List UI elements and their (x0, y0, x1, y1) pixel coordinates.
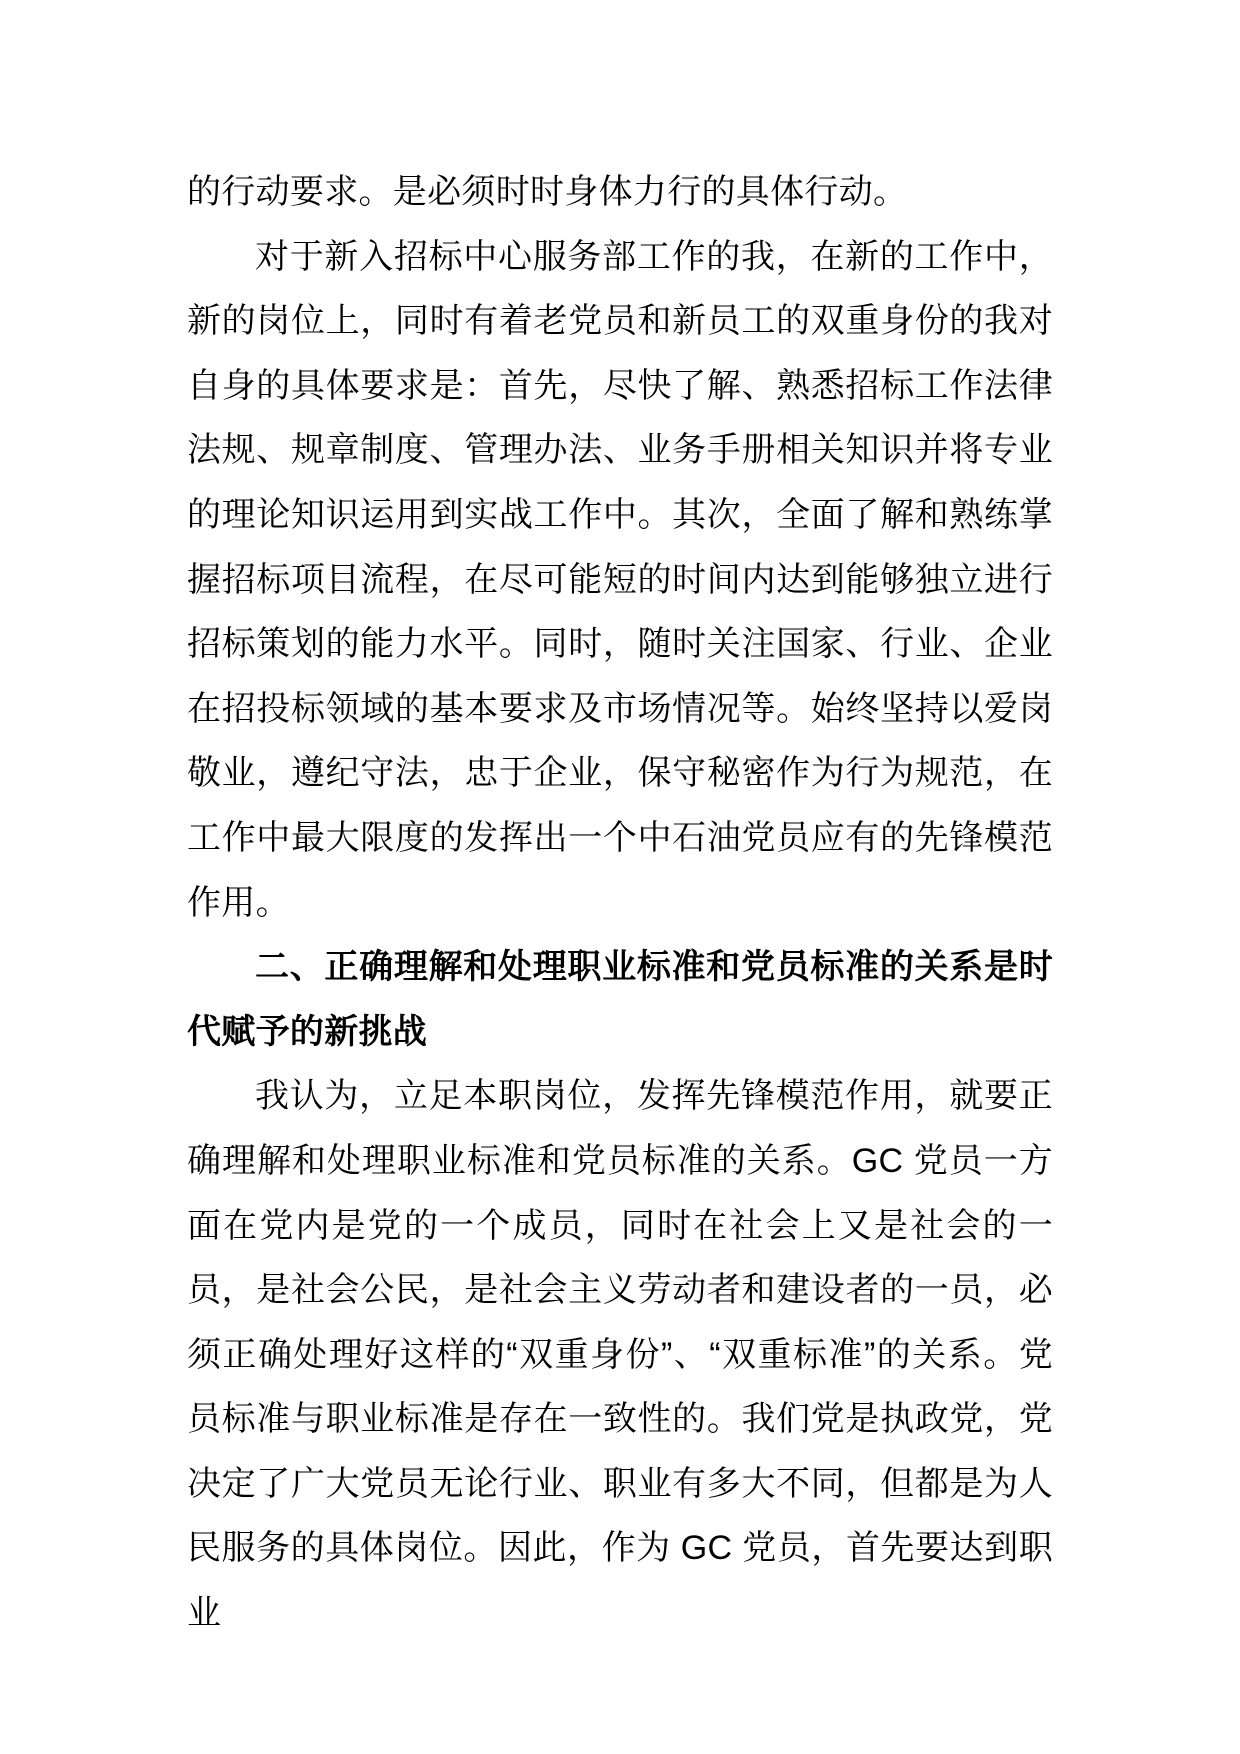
paragraph-self-requirements: 对于新入招标中心服务部工作的我，在新的工作中，新的岗位上，同时有着老党员和新员工的双重身份的我对自身的具体要求是：首先，尽快了解、熟悉招标工作法律法规、规章制度、管理办法、业务手册相关知识并将专业的理论知识运用到实战工作中。其次，全面了解和熟练掌握招标项目流程，在尽可能短的时间内达到能够独立进行招标策划的能力水平。同时，随时关注国家、行业、企业在招投标领域的基本要求及市场情况等。始终坚持以爱岗敬业，遵纪守法，忠于企业，保守秘密作为行为规范，在工作中最大限度的发挥出一个中石油党员应有的先锋模范作用。 (187, 237, 1053, 922)
paragraph-continuation: 的行动要求。是必须时时身体力行的具体行动。 (187, 173, 908, 211)
document-body (187, 160, 1053, 1646)
section-heading-two: 二、正确理解和处理职业标准和党员标准的关系是时代赋予的新挑战 (187, 948, 1053, 1051)
paragraph-dual-standards: 我认为，立足本职岗位，发挥先锋模范作用，就要正确理解和处理职业标准和党员标准的关系。GC 党员一方面在党内是党的一个成员，同时在社会上又是社会的一员，是社会公民，是社会主义劳动者和建设者的一员，必须正确处理好这样的“双重身份”、“双重标准”的关系。党员标准与职业标准是存在一致性的。我们党是执政党，党决定了广大党员无论行业、职业有多大不同，但都是为人民服务的具体岗位。因此，作为 GC 党员，首先要达到职业 (187, 1077, 1053, 1633)
